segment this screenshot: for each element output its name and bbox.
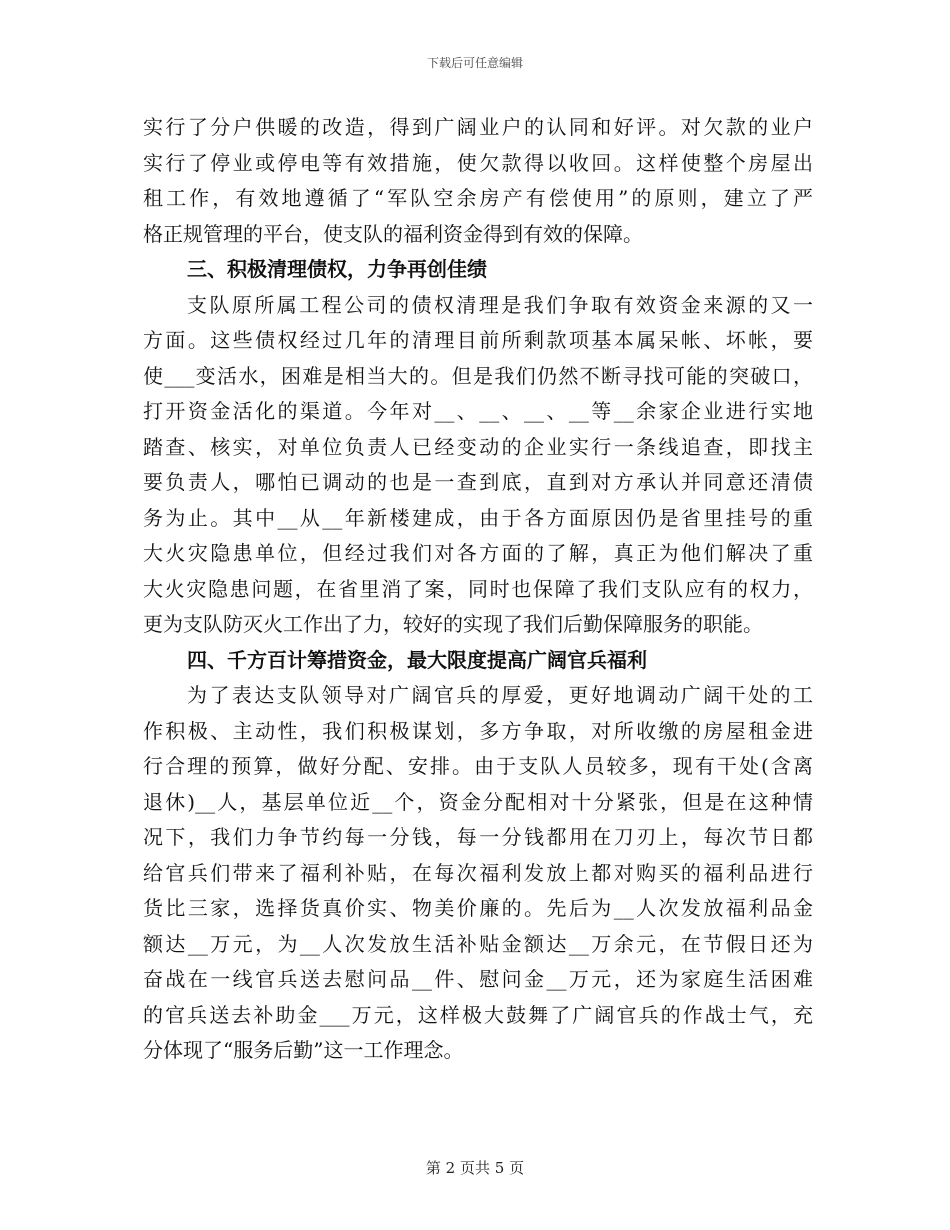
section-heading-4: 四、千方百计筹措资金，最大限度提高广阔官兵福利 [187,647,647,672]
text-line: 方面。这些债权经过几年的清理目前所剩款项基本属呆帐、坏帐，要 [143,328,813,352]
document-body [143,110,813,1069]
text-line: 奋战在一线官兵送去慰问品__件、慰问金__万元，还为家庭生活困难 [143,967,813,991]
text-line: 更为支队防灭火工作出了力，较好的实现了我们后勤保障服务的职能。 [143,612,763,636]
text-line: 大火灾隐患问题，在省里消了案，同时也保障了我们支队应有的权力， [143,576,813,601]
text-line: 的官兵送去补助金___万元，这样极大鼓舞了广阔官兵的作战士气，充 [143,1002,813,1027]
text-line: 务为止。其中__从__年新楼建成，由于各方面原因仍是省里挂号的重 [143,505,813,530]
text-line: 况下，我们力争节约每一分钱，每一分钱都用在刀刃上，每次节日都 [143,825,813,849]
text-line: 分体现了“服务后勤”这一工作理念。 [143,1038,464,1062]
text-line: 使___变活水，困难是相当大的。但是我们仍然不断寻找可能的突破口， [143,363,813,388]
page-header: 下载后可任意编辑 [426,56,523,70]
text-line: 退休)__人，基层单位近__个，资金分配相对十分紧张，但是在这种情 [143,789,813,814]
text-line: 为了表达支队领导对广阔官兵的厚爱，更好地调动广阔干处的工 [187,683,813,707]
section-heading-3: 三、积极清理债权，力争再创佳绩 [187,257,487,281]
text-line: 作积极、主动性，我们积极谋划，多方争取，对所收缴的房屋租金进 [143,718,813,743]
text-line: 要负责人，哪怕已调动的也是一查到底，直到对方承认并同意还清债 [143,470,813,494]
text-line: 行合理的预算，做好分配、安排。由于支队人员较多，现有干处(含离 [143,754,813,778]
text-line: 格正规管理的平台，使支队的福利资金得到有效的保障。 [143,221,643,246]
text-line: 额达__万元，为__人次发放生活补贴金额达__万余元，在节假日还为 [143,931,813,956]
text-line: 支队原所属工程公司的债权清理是我们争取有效资金来源的又一 [187,292,813,317]
paragraph-continuation [143,110,813,252]
page-footer: 第 2 页共 5 页 [425,1159,525,1177]
text-line: 踏查、核实，对单位负责人已经变动的企业实行一条线追查，即找主 [143,434,813,459]
text-line: 打开资金活化的渠道。今年对__、__、__、__等__余家企业进行实地 [143,399,813,423]
paragraph-debt-clearing [143,288,813,643]
text-line: 给官兵们带来了福利补贴，在每次福利发放上都对购买的福利品进行 [143,860,813,885]
text-line: 实行了分户供暖的改造，得到广阔业户的认同和好评。对欠款的业户 [143,115,813,139]
text-line: 实行了停业或停电等有效措施，使欠款得以收回。这样使整个房屋出 [143,150,813,175]
text-line: 租工作，有效地遵循了“军队空余房产有偿使用”的原则，建立了严 [143,186,813,210]
text-line: 货比三家，选择货真价实、物美价廉的。先后为__人次发放福利品金 [143,896,813,920]
paragraph-welfare [143,678,813,1069]
text-line: 大火灾隐患单位，但经过我们对各方面的了解，真正为他们解决了重 [143,541,813,565]
